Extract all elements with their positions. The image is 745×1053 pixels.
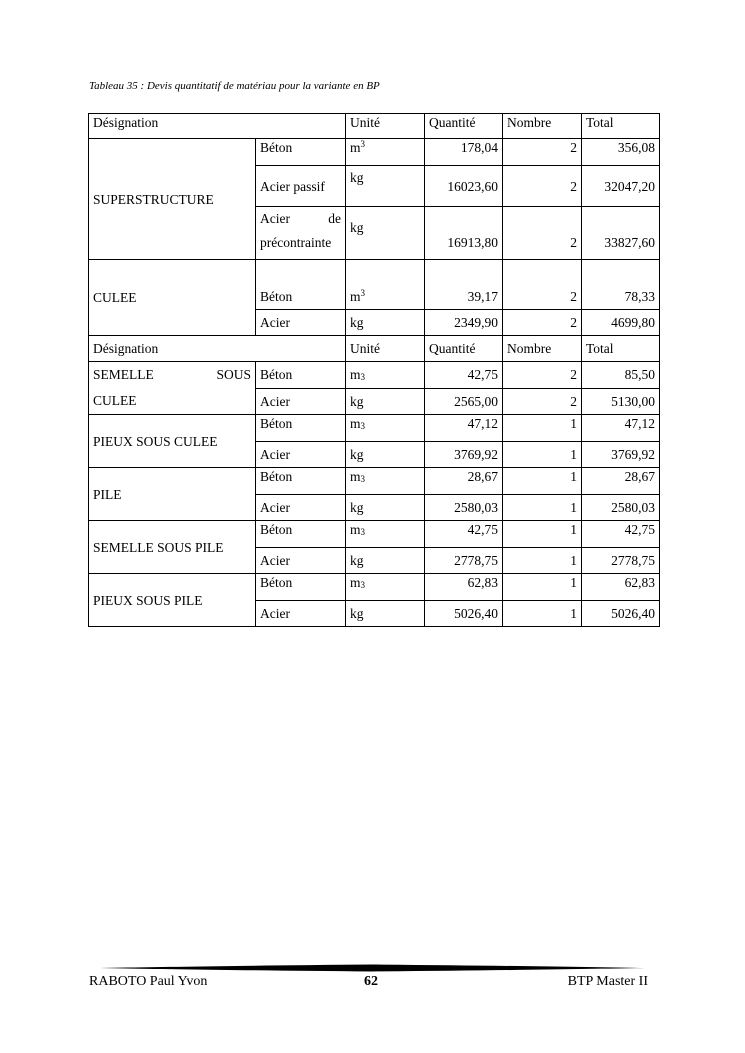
- total-cell: 2580,03: [582, 495, 660, 521]
- nombre-cell: 2: [503, 388, 582, 415]
- material-cell: Acier passif: [256, 166, 346, 207]
- header-total: Total: [582, 114, 660, 139]
- nombre-cell: 1: [503, 601, 582, 627]
- nombre-cell: 1: [503, 548, 582, 574]
- nombre-cell: 1: [503, 495, 582, 521]
- unit-cell: kg: [346, 601, 425, 627]
- quantity-estimate-table: [88, 113, 660, 627]
- quantite-cell: 47,12: [425, 415, 503, 442]
- quantite-cell: 62,83: [425, 574, 503, 601]
- group-pieux-sous-culee: PIEUX SOUS CULEE: [89, 415, 256, 468]
- material-cell: Acier: [256, 442, 346, 468]
- quantite-cell: 3769,92: [425, 442, 503, 468]
- table-row: [89, 139, 660, 166]
- total-cell: 33827,60: [582, 207, 660, 260]
- footer-author: RABOTO Paul Yvon: [89, 974, 208, 989]
- material-cell: Acier de précontrainte: [256, 207, 346, 260]
- group-semelle-sous-pile: SEMELLE SOUS PILE: [89, 521, 256, 574]
- header-designation: Désignation: [89, 114, 346, 139]
- total-cell: 4699,80: [582, 310, 660, 336]
- total-cell: 2778,75: [582, 548, 660, 574]
- table-header-row: [89, 336, 660, 362]
- table-row: [89, 468, 660, 495]
- quantite-cell: 16913,80: [425, 207, 503, 260]
- quantite-cell: 42,75: [425, 362, 503, 389]
- group-semelle-sous-culee: SEMELLE SOUS CULEE: [89, 362, 256, 415]
- nombre-cell: 2: [503, 362, 582, 389]
- material-cell: Béton: [256, 139, 346, 166]
- footer-program: BTP Master II: [567, 974, 648, 989]
- header-unite: Unité: [346, 336, 425, 362]
- material-cell: Béton: [256, 362, 346, 389]
- quantite-cell: 2565,00: [425, 388, 503, 415]
- unit-cell: $m^3$: [346, 260, 425, 310]
- unit-cell: kg: [346, 442, 425, 468]
- nombre-cell: 1: [503, 442, 582, 468]
- unit-cell: $m_3$: [346, 521, 425, 548]
- group-pieux-sous-pile: PIEUX SOUS PILE: [89, 574, 256, 627]
- total-cell: 42,75: [582, 521, 660, 548]
- quantite-cell: 16023,60: [425, 166, 503, 207]
- header-nombre: Nombre: [503, 336, 582, 362]
- table-row: [89, 415, 660, 442]
- unit-cell: kg: [346, 548, 425, 574]
- table-caption: Tableau 35 : Devis quantitatif de matériau pour la variante en BP: [89, 80, 380, 92]
- unit-cell: $m_3$: [346, 468, 425, 495]
- material-cell: Béton: [256, 415, 346, 442]
- page-number: 62: [364, 974, 378, 989]
- total-cell: 78,33: [582, 260, 660, 310]
- total-cell: 356,08: [582, 139, 660, 166]
- total-cell: 32047,20: [582, 166, 660, 207]
- total-cell: 62,83: [582, 574, 660, 601]
- total-cell: 47,12: [582, 415, 660, 442]
- unit-cell: kg: [346, 310, 425, 336]
- quantite-cell: 178,04: [425, 139, 503, 166]
- header-quantite: Quantité: [425, 114, 503, 139]
- group-culee: CULEE: [89, 260, 256, 336]
- group-pile: PILE: [89, 468, 256, 521]
- footer-divider: [100, 962, 645, 974]
- nombre-cell: 1: [503, 521, 582, 548]
- material-cell: Acier: [256, 601, 346, 627]
- material-cell: Acier: [256, 310, 346, 336]
- material-cell: Acier: [256, 495, 346, 521]
- table-row: [89, 574, 660, 601]
- header-total: Total: [582, 336, 660, 362]
- total-cell: 5026,40: [582, 601, 660, 627]
- header-designation: Désignation: [89, 336, 346, 362]
- quantite-cell: 2580,03: [425, 495, 503, 521]
- unit-cell: $m_3$: [346, 362, 425, 389]
- unit-cell: $m_3$: [346, 415, 425, 442]
- unit-cell: $m^3$: [346, 139, 425, 166]
- material-cell: Béton: [256, 260, 346, 310]
- nombre-cell: 1: [503, 468, 582, 495]
- total-cell: 28,67: [582, 468, 660, 495]
- unit-cell: kg: [346, 388, 425, 415]
- quantite-cell: 2778,75: [425, 548, 503, 574]
- nombre-cell: 2: [503, 207, 582, 260]
- nombre-cell: 2: [503, 166, 582, 207]
- nombre-cell: 1: [503, 415, 582, 442]
- quantite-cell: 39,17: [425, 260, 503, 310]
- material-cell: Béton: [256, 468, 346, 495]
- quantite-cell: 5026,40: [425, 601, 503, 627]
- material-cell: Acier: [256, 388, 346, 415]
- unit-cell: kg: [346, 207, 425, 260]
- nombre-cell: 2: [503, 139, 582, 166]
- unit-cell: kg: [346, 495, 425, 521]
- header-quantite: Quantité: [425, 336, 503, 362]
- nombre-cell: 1: [503, 574, 582, 601]
- nombre-cell: 2: [503, 310, 582, 336]
- total-cell: 3769,92: [582, 442, 660, 468]
- table-header-row: [89, 114, 660, 139]
- header-unite: Unité: [346, 114, 425, 139]
- header-nombre: Nombre: [503, 114, 582, 139]
- quantite-cell: 2349,90: [425, 310, 503, 336]
- table-row: [89, 521, 660, 548]
- total-cell: 85,50: [582, 362, 660, 389]
- group-superstructure: SUPERSTRUCTURE: [89, 139, 256, 260]
- unit-cell: kg: [346, 166, 425, 207]
- material-cell: Béton: [256, 521, 346, 548]
- nombre-cell: 2: [503, 260, 582, 310]
- total-cell: 5130,00: [582, 388, 660, 415]
- unit-cell: $m_3$: [346, 574, 425, 601]
- material-cell: Acier: [256, 548, 346, 574]
- quantite-cell: 42,75: [425, 521, 503, 548]
- quantite-cell: 28,67: [425, 468, 503, 495]
- material-cell: Béton: [256, 574, 346, 601]
- table-row: [89, 362, 660, 389]
- table-row: [89, 260, 660, 310]
